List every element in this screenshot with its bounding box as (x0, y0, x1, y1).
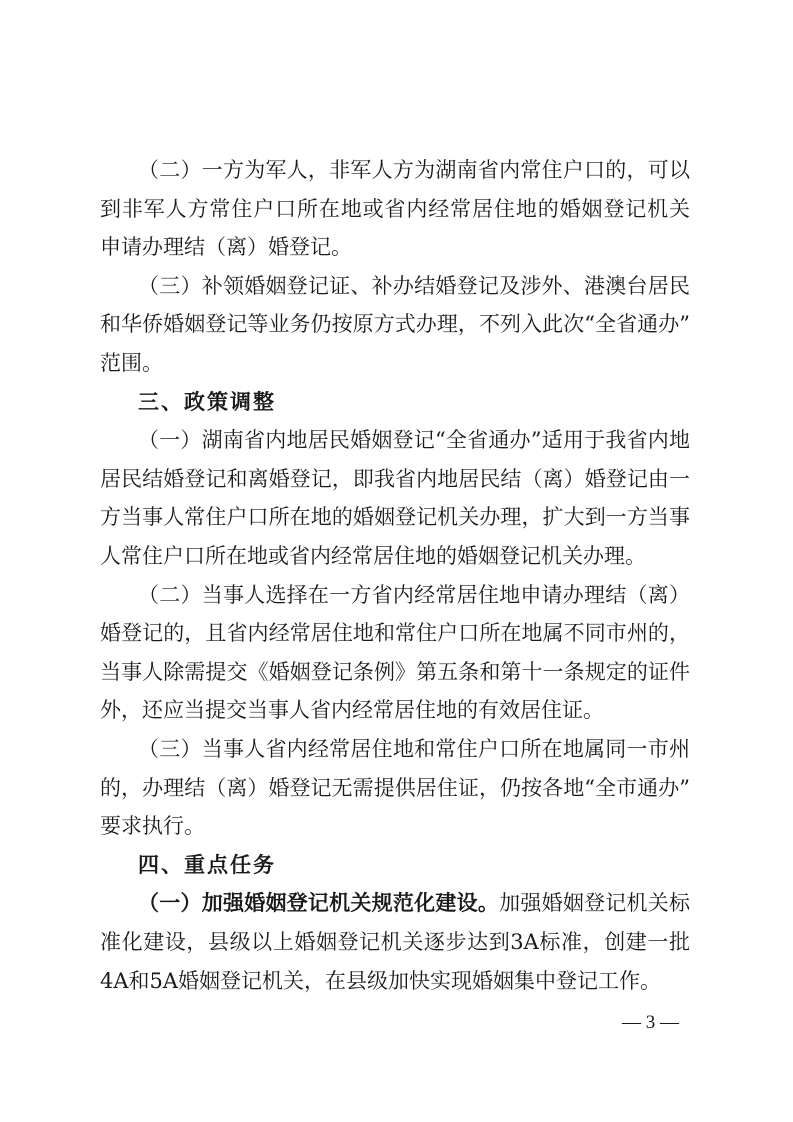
line-text: 婚登记的，且省内经常居住地和常住户口所在地属不同市州的， (100, 621, 690, 646)
line-text: 当事人除需提交《婚姻登记条例》第五条和第十一条规定的证件 (100, 659, 690, 684)
text-line (100, 967, 690, 995)
line-text: 四、重点任务 (138, 852, 276, 877)
text-line (138, 889, 690, 917)
text-line (100, 696, 690, 724)
section-heading (138, 851, 690, 879)
text-line (100, 465, 690, 493)
line-text: 4A和5A婚姻登记机关，在县级加快实现婚姻集中登记工作。 (100, 968, 662, 993)
line-text: 范围。 (100, 351, 163, 375)
line-text: （一）湖南省内地居民婚姻登记“全省通办”适用于我省内地 (138, 428, 690, 453)
page-number: — 3 — (622, 1012, 679, 1033)
line-text: 三、政策调整 (138, 389, 276, 414)
line-text: 方当事人常住户口所在地的婚姻登记机关办理，扩大到一方当事 (100, 505, 690, 530)
text-line (138, 156, 690, 184)
text-line (100, 195, 690, 223)
text-line (100, 310, 690, 338)
text-line (138, 581, 690, 609)
line-text: 居民结婚登记和离婚登记，即我省内地居民结（离）婚登记由一 (100, 466, 690, 491)
line-text: 外，还应当提交当事人省内经常居住地的有效居住证。 (100, 698, 604, 723)
text-line (100, 928, 690, 956)
line-text: 到非军人方常住户口所在地或省内经常居住地的婚姻登记机关 (100, 196, 690, 221)
text-line (138, 426, 690, 454)
line-text: 准化建设，县级以上婚姻登记机关逐步达到3A标准，创建一批 (100, 930, 690, 954)
line-text: 申请办理结（离）婚登记。 (100, 235, 352, 260)
line-text: 和华侨婚姻登记等业务仍按原方式办理，不列入此次“全省通办” (100, 312, 690, 337)
text-line (100, 542, 690, 570)
text-line (138, 735, 690, 763)
section-heading (138, 388, 690, 416)
bold-lead-text: （一）加强婚姻登记机关规范化建设。 (138, 890, 500, 916)
line-text: （三）当事人省内经常居住地和常住户口所在地属同一市州 (138, 737, 690, 761)
text-line (100, 619, 690, 647)
text-line (100, 658, 690, 686)
text-line (100, 349, 690, 377)
line-text: 要求执行。 (100, 814, 205, 839)
text-line (100, 503, 690, 531)
line-text: 的，办理结（离）婚登记无需提供居住证，仍按各地“全市通办” (100, 775, 690, 800)
line-text: 人常住户口所在地或省内经常居住地的婚姻登记机关办理。 (100, 544, 646, 568)
text-line (100, 812, 690, 840)
text-line (100, 774, 690, 802)
line-text: （二）一方为军人，非军人方为湖南省内常住户口的，可以 (138, 158, 690, 182)
line-text: 加强婚姻登记机关标 (499, 891, 691, 916)
line-text: （三）补领婚姻登记证、补办结婚登记及涉外、港澳台居民 (138, 273, 690, 298)
text-line (100, 233, 690, 261)
text-line (138, 272, 690, 300)
line-text: （二）当事人选择在一方省内经常居住地申请办理结（离） (138, 582, 690, 607)
